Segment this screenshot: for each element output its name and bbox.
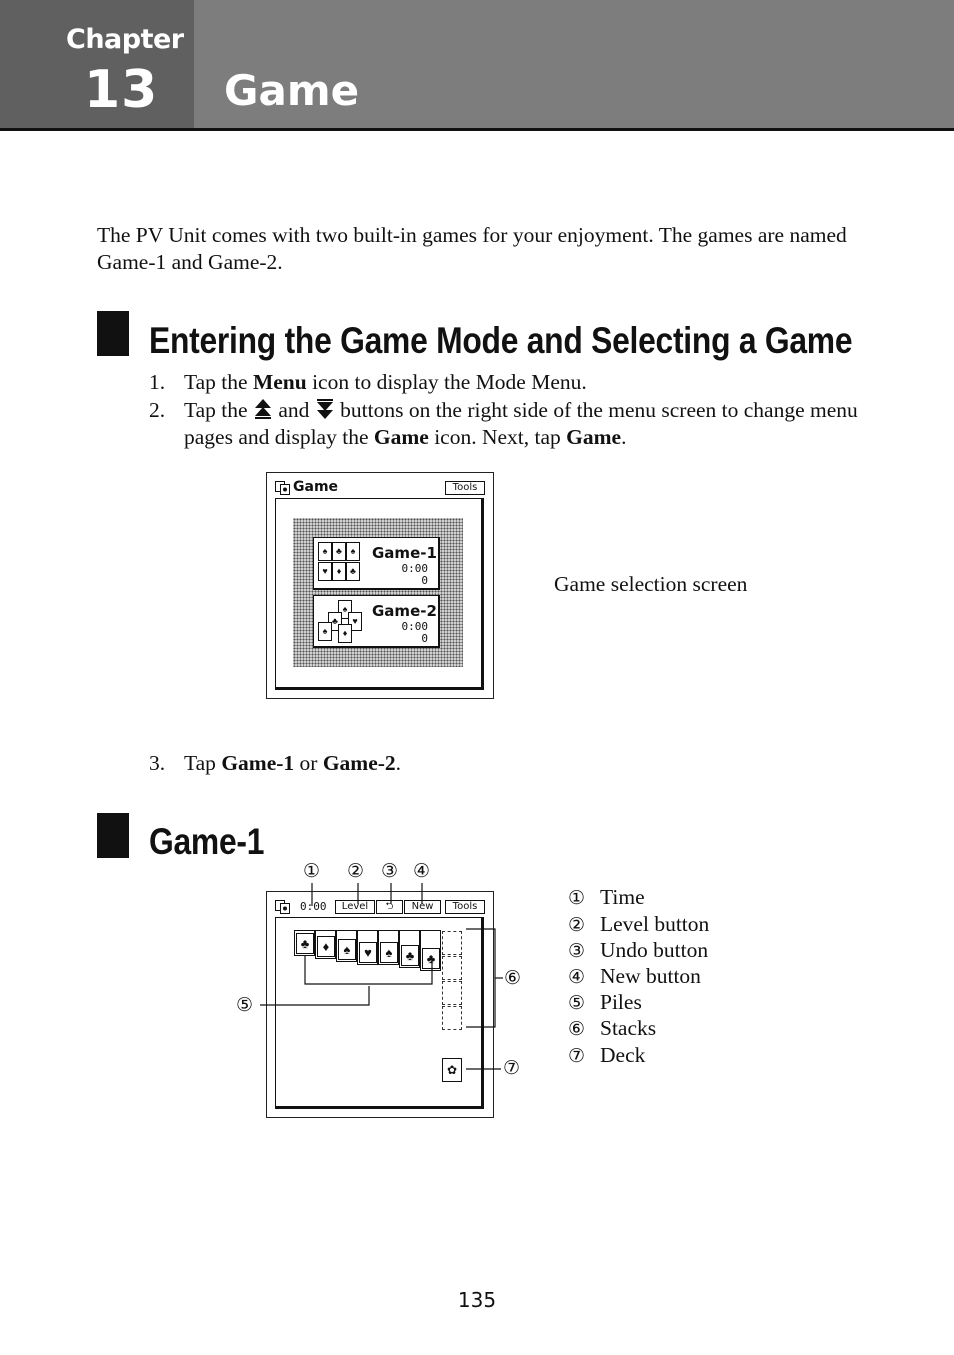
- section-title: Game-1: [149, 821, 265, 862]
- game-1-time: 0:00: [401, 562, 428, 575]
- screen-caption: Game selection screen: [554, 572, 748, 596]
- tools-button[interactable]: Tools: [445, 481, 485, 495]
- callout-3: ③: [381, 861, 399, 882]
- legend-item-new: ④ New button: [568, 964, 701, 988]
- legend-item-stacks: ⑥ Stacks: [568, 1016, 657, 1040]
- card-icon: ♣: [332, 542, 346, 561]
- step-number: 1.: [149, 370, 166, 394]
- step-text: Tap the Menu icon to display the Mode Menu.: [184, 370, 587, 394]
- game-2-time: 0:00: [401, 620, 428, 633]
- card[interactable]: ♠: [380, 942, 398, 963]
- game-1-score: 0: [421, 574, 428, 587]
- game-2-score: 0: [421, 632, 428, 645]
- card[interactable]: ♥: [359, 942, 377, 963]
- callout-4: ④: [413, 861, 431, 882]
- card[interactable]: ♣: [401, 945, 419, 966]
- step-number: 3.: [149, 751, 166, 775]
- callout-1: ①: [303, 861, 321, 882]
- chapter-word: Chapter: [66, 24, 184, 55]
- step-text: Tap the and buttons on the right side of the menu screen to change menu pages and display the Game icon. Next, tap Game.: [184, 398, 858, 449]
- card-icon: ♣: [328, 612, 342, 631]
- step-text: Tap Game-1 or Game-2.: [184, 751, 402, 775]
- card[interactable]: ♦: [317, 936, 335, 957]
- card-icon: ♠: [318, 622, 332, 641]
- page-number: 135: [457, 1288, 497, 1312]
- card-icon: ♠: [318, 542, 332, 561]
- card[interactable]: ♠: [338, 939, 356, 960]
- callout-2: ②: [347, 861, 365, 882]
- legend-item-piles: ⑤ Piles: [568, 990, 642, 1014]
- new-button[interactable]: New: [404, 900, 441, 914]
- callout-5: ⑤: [236, 995, 254, 1016]
- card-icon: ♣: [346, 562, 360, 581]
- card-icon: ♦: [338, 624, 352, 643]
- callout-6: ⑥: [504, 968, 522, 989]
- intro-paragraph: The PV Unit comes with two built-in games for your enjoyment. The games are named Game-1 and Game-2.: [97, 223, 847, 274]
- chapter-title: Game: [224, 66, 360, 115]
- callout-7: ⑦: [503, 1058, 521, 1079]
- tools-button[interactable]: Tools: [445, 900, 485, 914]
- card-icon: ♠: [346, 542, 360, 561]
- undo-button[interactable]: ⮌: [376, 900, 403, 914]
- card-icon: ♠: [338, 600, 352, 619]
- level-button[interactable]: Level: [335, 900, 375, 914]
- card-icon: ♥: [348, 612, 362, 631]
- legend-item-undo: ③ Undo button: [568, 938, 709, 962]
- card-icon: ♦: [332, 562, 346, 581]
- time-display: 0:00: [300, 900, 327, 913]
- deck[interactable]: ✿: [442, 1058, 462, 1082]
- legend-item-deck: ⑦ Deck: [568, 1043, 646, 1067]
- game-1-label: Game-1: [372, 544, 437, 562]
- legend-item-level: ② Level button: [568, 912, 710, 936]
- legend-item-time: ① Time: [568, 885, 645, 909]
- step-number: 2.: [149, 398, 166, 422]
- section-title: Entering the Game Mode and Selecting a Game: [149, 320, 853, 361]
- card-icon: ♥: [318, 562, 332, 581]
- card[interactable]: ♣: [296, 933, 314, 954]
- chapter-number: 13: [84, 60, 159, 120]
- card[interactable]: ♣: [422, 948, 440, 969]
- game-2-label: Game-2: [372, 602, 437, 620]
- screen-title: Game: [293, 479, 339, 495]
